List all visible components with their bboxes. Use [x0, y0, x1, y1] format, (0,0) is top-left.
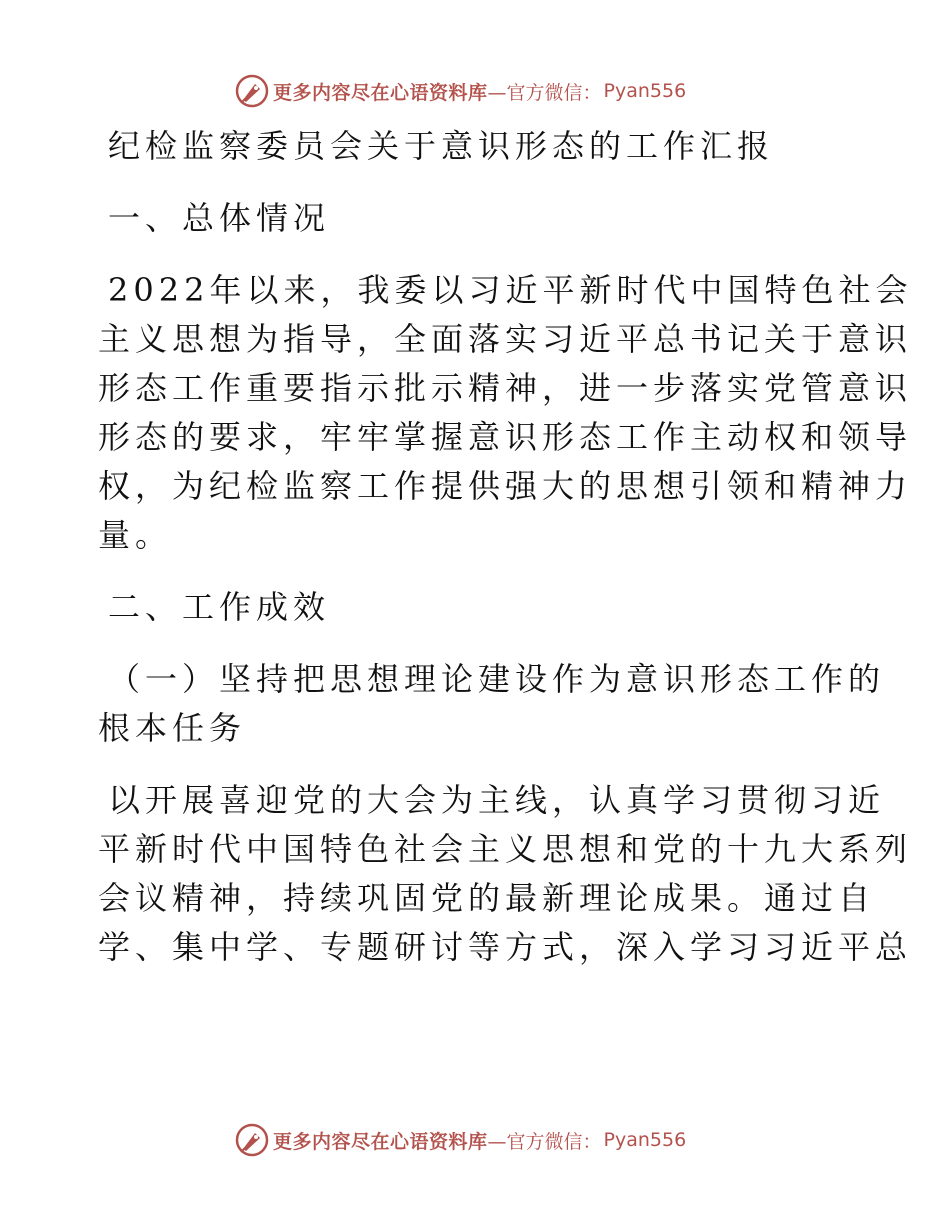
paragraph-line: 量。 [98, 516, 173, 554]
paragraph-line: 学、集中学、专题研讨等方式，深入学习习近平总 [98, 928, 913, 966]
watermark-main-text: 更多内容尽在心语资料库 [273, 81, 488, 104]
paragraph-line: 形态的要求，牢牢掌握意识形态工作主动权和领导 [98, 418, 913, 456]
watermark-wechat-id: Pyan556 [603, 1129, 687, 1151]
subsection-1-paragraph [98, 776, 913, 972]
watermark-sub-text: —官方微信： [487, 81, 602, 104]
watermark-main-text: 更多内容尽在心语资料库 [273, 1130, 488, 1153]
watermark-wechat-id: Pyan556 [603, 80, 687, 102]
pen-nib-logo-icon [235, 74, 269, 108]
watermark-header [235, 73, 686, 109]
subsection-heading-line: （一）坚持把思想理论建设作为意识形态工作的 [108, 660, 886, 698]
paragraph-line: 以开展喜迎党的大会为主线，认真学习贯彻习近 [108, 781, 886, 819]
section-1-paragraph [98, 266, 913, 560]
subsection-heading-line: 根本任务 [98, 709, 247, 747]
paragraph-line: 2022年以来，我委以习近平新时代中国特色社会 [108, 271, 913, 309]
paragraph-line: 会议精神，持续巩固党的最新理论成果。通过自 [98, 879, 876, 917]
paragraph-line: 平新时代中国特色社会主义思想和党的十九大系列 [98, 830, 913, 868]
paragraph-line: 主义思想为指导，全面落实习近平总书记关于意识 [98, 320, 913, 358]
paragraph-line: 权，为纪检监察工作提供强大的思想引领和精神力 [98, 467, 913, 505]
section-heading-2: 二、工作成效 [108, 588, 331, 626]
document-title: 纪检监察委员会关于意识形态的工作汇报 [108, 127, 775, 165]
watermark-footer [235, 1122, 686, 1158]
document-body [98, 122, 913, 972]
pen-nib-logo-icon [235, 1123, 269, 1157]
section-heading-1: 一、总体情况 [108, 199, 331, 237]
watermark-sub-text: —官方微信： [487, 1130, 602, 1153]
paragraph-line: 形态工作重要指示批示精神，进一步落实党管意识 [98, 369, 913, 407]
subsection-heading-1 [98, 655, 886, 753]
